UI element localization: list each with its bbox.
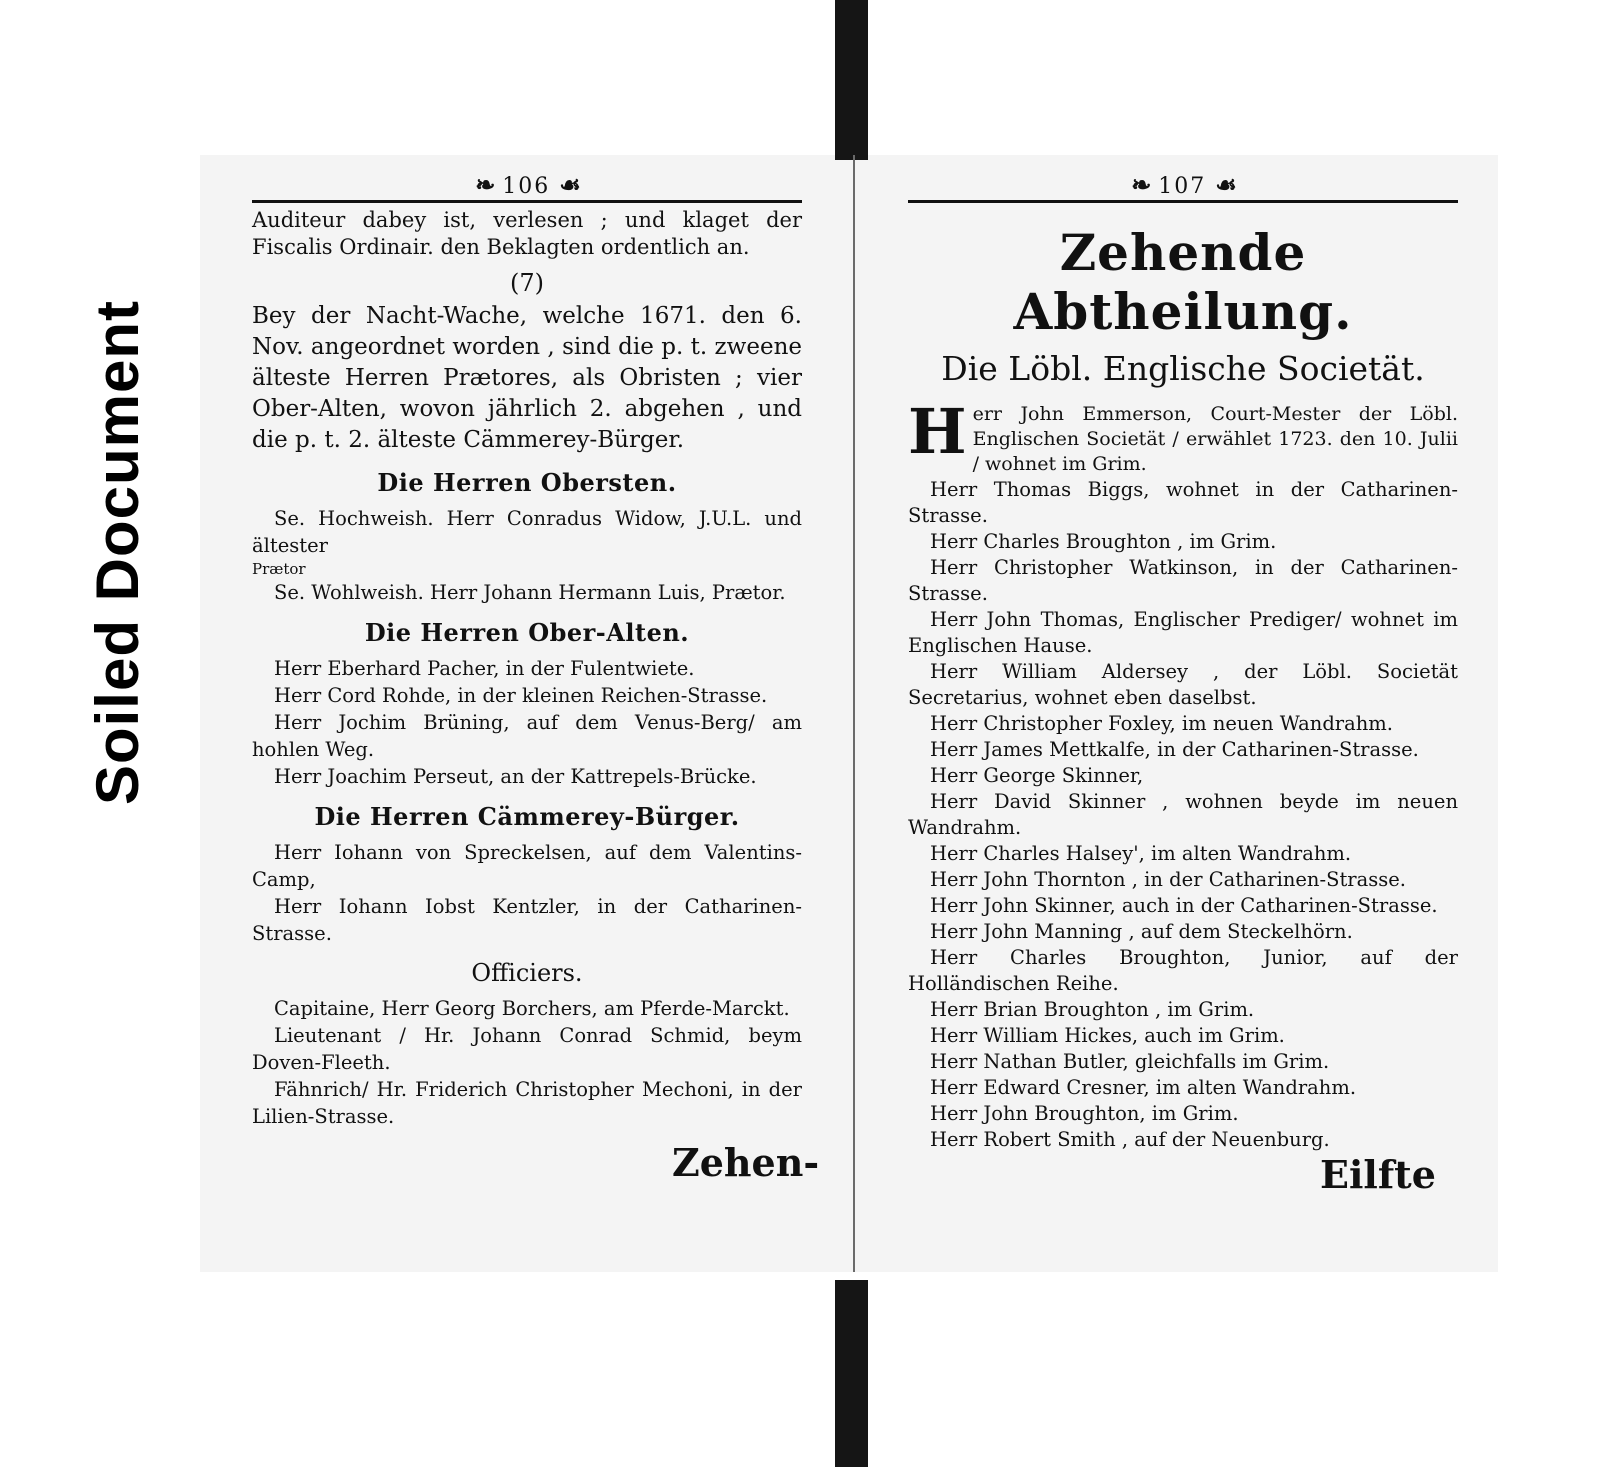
- member-entry: Herr George Skinner,: [930, 764, 1144, 787]
- member-entry: Herr John Skinner, auch in der Catharinen-Strasse.: [930, 894, 1438, 917]
- drop-cap: H: [908, 395, 967, 468]
- member-entry: Herr Edward Cresner, im alten Wandrahm.: [930, 1076, 1357, 1099]
- left-ornament-right-icon: ☙: [559, 170, 579, 199]
- soiled-document-label: [38, 280, 198, 825]
- night-watch-paragraph: Bey der Nacht-Wache, welche 1671. den 6. Nov. angeordnet worden , sind die p. t. zweene älteste Herren Prætores, als Obristen ; vier Ober-Alten, wovon jährlich 2. abgehen , und die p. t. 2. älteste Cämmerey-Bürger.: [252, 303, 802, 453]
- bottom-binding-band: [835, 1280, 868, 1467]
- right-page-header: [908, 170, 1458, 200]
- heading-oberste: Die Herren Obersten.: [377, 468, 677, 497]
- oberste-entry-2: Se. Wohlweish. Herr Johann Hermann Luis, Prætor.: [274, 581, 786, 604]
- member-entry: Herr Christopher Foxley, im neuen Wandrahm.: [930, 712, 1394, 735]
- member-entry: Herr John Broughton, im Grim.: [930, 1102, 1239, 1125]
- gutter-line: [853, 155, 855, 1272]
- member-entry: Herr Charles Halsey', im alten Wandrahm.: [930, 842, 1352, 865]
- right-page-number: 107: [1158, 174, 1207, 199]
- member-entry: Herr Nathan Butler, gleichfalls im Grim.: [930, 1050, 1330, 1073]
- left-ornament-icon: ❧: [475, 170, 494, 199]
- caemmerey-entry-1: Herr Iohann von Spreckelsen, auf dem Valentins-Camp,: [252, 841, 802, 891]
- right-header-rule: [908, 200, 1458, 203]
- officier-entry-3: Fähnrich/ Hr. Friderich Christopher Mechoni, in der Lilien-Strasse.: [252, 1078, 802, 1128]
- member-entry: Herr Christopher Watkinson, in der Catharinen-Strasse.: [908, 556, 1458, 605]
- officier-entry-2: Lieutenant / Hr. Johann Conrad Schmid, beym Doven-Fleeth.: [252, 1024, 802, 1074]
- heading-officiers: Officiers.: [471, 959, 583, 987]
- first-entry-text: err John Emmerson, Court-Mester der Löbl. Englischen Societät / erwählet 1723. den 10. Julii / wohnet im Grim.: [972, 403, 1458, 475]
- section-number: (7): [510, 269, 544, 297]
- right-catchword: Eilfte: [1320, 1152, 1436, 1197]
- right-ornament-icon: ❧: [1131, 170, 1150, 199]
- officier-entry-1: Capitaine, Herr Georg Borchers, am Pferde-Marckt.: [274, 997, 790, 1020]
- heading-oberalten: Die Herren Ober-Alten.: [364, 618, 690, 647]
- oberste-note: Prætor: [252, 560, 306, 578]
- heading-caemmerey: Die Herren Cämmerey-Bürger.: [314, 802, 740, 831]
- member-entry: Herr William Hickes, auch im Grim.: [930, 1024, 1285, 1047]
- member-entry: Herr David Skinner , wohnen beyde im neuen Wandrahm.: [908, 790, 1458, 839]
- chapter-subtitle: Die Löbl. Englische Societät.: [941, 349, 1425, 388]
- soiled-document-text: Soiled Document: [84, 299, 152, 806]
- oberste-entry-1: Se. Hochweish. Herr Conradus Widow, J.U.L. und ältester: [252, 507, 802, 557]
- left-page: [252, 170, 802, 1130]
- left-catchword: Zehen-: [672, 1140, 820, 1185]
- member-entry: Herr John Manning , auf dem Steckelhörn.: [930, 920, 1353, 943]
- societaet-member-list: [908, 477, 1458, 1153]
- left-intro-text: Auditeur dabey ist, verlesen ; und klaget der Fiscalis Ordinair. den Beklagten ordentlich an.: [252, 208, 802, 259]
- member-entry: Herr Thomas Biggs, wohnet in der Catharinen-Strasse.: [908, 478, 1458, 527]
- left-page-header: [252, 170, 802, 200]
- top-binding-band: [835, 0, 868, 160]
- right-ornament-right-icon: ☙: [1215, 170, 1235, 199]
- member-entry: Herr William Aldersey , der Löbl. Societät Secretarius, wohnet eben daselbst.: [908, 660, 1458, 709]
- oberalten-entry-4: Herr Joachim Perseut, an der Kattrepels-Brücke.: [274, 765, 757, 788]
- member-entry: Herr John Thornton , in der Catharinen-Strasse.: [930, 868, 1406, 891]
- left-page-number: 106: [502, 174, 551, 199]
- member-entry: Herr John Thomas, Englischer Prediger/ wohnet im Englischen Hause.: [908, 608, 1458, 657]
- chapter-title: Zehende Abtheilung.: [1013, 223, 1353, 341]
- oberalten-entry-1: Herr Eberhard Pacher, in der Fulentwiete.: [274, 657, 695, 680]
- member-entry: Herr Brian Broughton , im Grim.: [930, 998, 1255, 1021]
- first-entry: [908, 395, 1458, 477]
- right-page: [908, 170, 1458, 1153]
- caemmerey-entry-2: Herr Iohann Iobst Kentzler, in der Catharinen-Strasse.: [252, 895, 802, 945]
- oberalten-entry-3: Herr Jochim Brüning, auf dem Venus-Berg/ am hohlen Weg.: [252, 711, 802, 761]
- member-entry: Herr James Mettkalfe, in der Catharinen-Strasse.: [930, 738, 1419, 761]
- member-entry: Herr Charles Broughton , im Grim.: [930, 530, 1277, 553]
- left-header-rule: [252, 200, 802, 203]
- member-entry: Herr Charles Broughton, Junior, auf der Holländischen Reihe.: [908, 946, 1458, 995]
- oberalten-entry-2: Herr Cord Rohde, in der kleinen Reichen-Strasse.: [274, 684, 768, 707]
- member-entry: Herr Robert Smith , auf der Neuenburg.: [930, 1128, 1330, 1151]
